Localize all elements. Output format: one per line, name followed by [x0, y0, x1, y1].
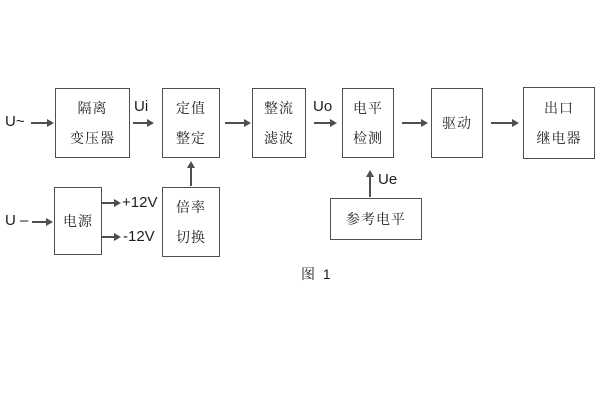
- arrow-ratio-to-setting-icon: [186, 161, 196, 186]
- signal-uo-label: Uo: [313, 98, 333, 115]
- block-label: 电源: [63, 213, 93, 229]
- block-level-detect: [342, 88, 394, 158]
- block-label: 检测: [353, 130, 383, 146]
- block-label: 倍率: [176, 199, 206, 215]
- block-power-supply: [54, 187, 102, 255]
- block-drive: [431, 88, 483, 158]
- arrow-reference-to-level-icon: [365, 170, 375, 197]
- block-label: 电平: [353, 100, 383, 116]
- block-label: 参考电平: [346, 211, 406, 227]
- signal-ue-label: Ue: [378, 171, 398, 188]
- signal-ui-label: Ui: [134, 98, 149, 115]
- minus-12v-label: -12V: [123, 228, 155, 245]
- block-label: 驱动: [442, 115, 472, 131]
- block-rectify-filter: [252, 88, 306, 158]
- arrow-dc-to-power-icon: [32, 217, 53, 227]
- arrow-minus-12v-icon: [102, 232, 121, 242]
- arrow-rectify-to-level-icon: [314, 118, 337, 128]
- arrow-plus-12v-icon: [102, 198, 121, 208]
- ac-input-label: U~: [5, 113, 25, 130]
- block-label: 整流: [264, 100, 294, 116]
- block-label: 整定: [176, 130, 206, 146]
- block-label: 定值: [176, 100, 206, 116]
- block-setting-adjust: [162, 88, 220, 158]
- block-isolation-transformer: [55, 88, 130, 158]
- arrow-transformer-to-setting-icon: [133, 118, 154, 128]
- plus-12v-label: +12V: [122, 194, 158, 211]
- arrow-level-to-drive-icon: [402, 118, 428, 128]
- block-label: 滤波: [264, 130, 294, 146]
- block-label: 出口: [544, 100, 574, 116]
- figure-caption: 图 1: [301, 266, 333, 282]
- arrow-ac-to-transformer-icon: [31, 118, 54, 128]
- block-label: 继电器: [536, 130, 582, 146]
- dc-input-label: U –: [5, 212, 29, 229]
- block-output-relay: [523, 87, 595, 159]
- block-ratio-switch: [162, 187, 220, 257]
- arrow-setting-to-rectify-icon: [225, 118, 251, 128]
- block-label: 隔离: [77, 100, 108, 116]
- block-reference-level: [330, 198, 422, 240]
- block-label: 变压器: [70, 130, 115, 146]
- block-label: 切换: [176, 229, 206, 245]
- arrow-drive-to-relay-icon: [491, 118, 519, 128]
